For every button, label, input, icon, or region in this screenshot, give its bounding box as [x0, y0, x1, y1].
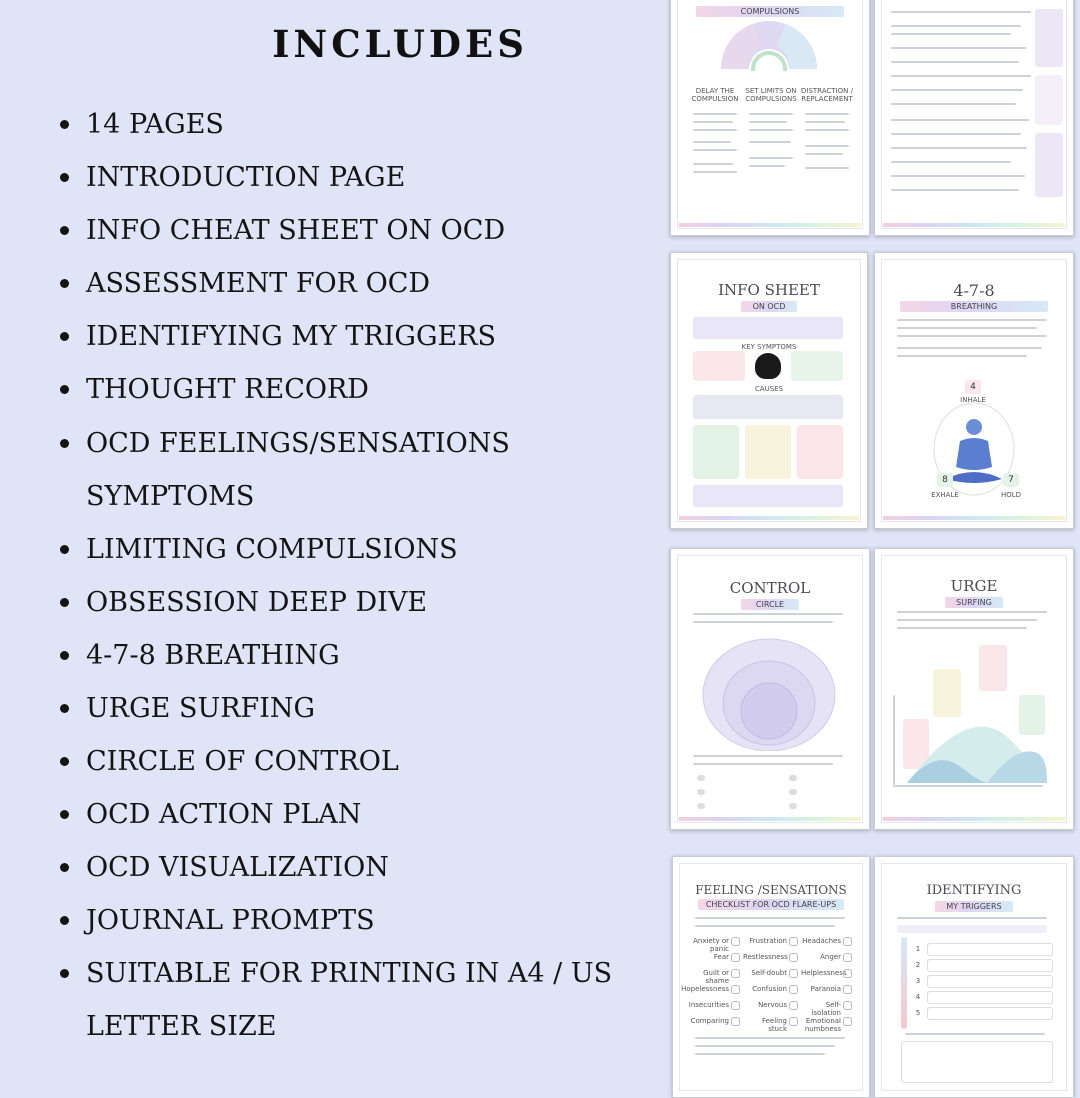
feature-item: CIRCLE OF CONTROL	[56, 735, 646, 788]
checklist-item: Insecurities	[688, 1001, 729, 1009]
feature-item: JOURNAL PROMPTS	[56, 894, 646, 947]
feature-item: OCD VISUALIZATION	[56, 841, 646, 894]
checklist-item: Guilt or shame	[703, 969, 729, 985]
checklist-item: Restlessness	[743, 953, 788, 961]
checklist-item: Helplessness	[801, 969, 847, 977]
checklist-item: Emotional numbness	[804, 1017, 841, 1033]
breathing-title: 4-7-8	[953, 281, 995, 300]
checklist-item: Feeling stuck	[761, 1017, 787, 1033]
urge-band: SURFING	[945, 597, 1003, 608]
checkbox	[789, 937, 798, 946]
head-icon	[755, 353, 781, 379]
feature-item: THOUGHT RECORD	[56, 363, 646, 416]
control-title: CONTROL	[729, 579, 811, 597]
urge-title: URGE	[950, 577, 998, 595]
breathing-band: BREATHING	[900, 301, 1048, 312]
count-four: 4	[965, 380, 981, 394]
trigger-number: 3	[915, 977, 921, 985]
exhale-label: EXHALE	[931, 491, 959, 499]
feature-item: OCD FEELINGS/SENSATIONS SYMPTOMS	[56, 417, 646, 523]
trigger-number: 2	[915, 961, 921, 969]
checkbox	[789, 953, 798, 962]
info-sheet-page-thumbnail	[670, 252, 868, 529]
compulsions-page-thumbnail	[670, 0, 870, 236]
feature-item: INTRODUCTION PAGE	[56, 151, 646, 204]
feature-list	[56, 98, 646, 1053]
checkbox	[789, 1001, 798, 1010]
checkbox	[731, 985, 740, 994]
triggers-title: IDENTIFYING	[926, 883, 1022, 898]
checkbox	[843, 985, 852, 994]
wave-graphic	[897, 697, 1053, 785]
assessment-page-thumbnail	[874, 0, 1074, 236]
feelings-page-thumbnail	[672, 856, 870, 1098]
feature-item: LIMITING COMPULSIONS	[56, 523, 646, 576]
feature-item: INFO CHEAT SHEET ON OCD	[56, 204, 646, 257]
checklist-item: Nervous	[758, 1001, 787, 1009]
checklist-item: Headaches	[802, 937, 841, 945]
control-circles	[701, 635, 837, 751]
checkbox	[843, 953, 852, 962]
control-page-thumbnail	[670, 548, 870, 830]
trigger-number: 4	[915, 993, 921, 1001]
feature-item: 4-7-8 BREATHING	[56, 629, 646, 682]
checklist-item: Anxiety or panic	[693, 937, 729, 953]
triggers-band: MY TRIGGERS	[935, 901, 1013, 912]
control-band: CIRCLE	[741, 599, 799, 610]
checklist-item: Paranoia	[810, 985, 841, 993]
checklist-item: Anger	[820, 953, 841, 961]
trigger-number: 1	[915, 945, 921, 953]
brain-label: KEY SYMPTOMS	[741, 343, 797, 351]
checklist-item: Fear	[713, 953, 729, 961]
urge-page-thumbnail	[874, 548, 1074, 830]
checklist-item: Comparing	[690, 1017, 729, 1025]
checklist-item: Self-isolation	[811, 1001, 841, 1017]
checkbox	[789, 1017, 798, 1026]
feature-item: OCD ACTION PLAN	[56, 788, 646, 841]
feature-item: OBSESSION DEEP DIVE	[56, 576, 646, 629]
trigger-number: 5	[915, 1009, 921, 1017]
semicircle-graphic	[719, 21, 819, 71]
feelings-band: CHECKLIST FOR OCD FLARE-UPS	[698, 899, 844, 910]
feature-item: SUITABLE FOR PRINTING IN A4 / US LETTER SIZE	[56, 947, 646, 1053]
feature-item: URGE SURFING	[56, 682, 646, 735]
count-eight: 8	[937, 473, 953, 487]
info-sheet-title: INFO SHEET	[718, 281, 820, 299]
feature-item: 14 PAGES	[56, 98, 646, 151]
col-title: DISTRACTION / REPLACEMENT	[801, 87, 853, 103]
checkbox	[731, 969, 740, 978]
checkbox	[843, 937, 852, 946]
compulsions-band: COMPULSIONS	[696, 6, 844, 17]
checkbox	[731, 937, 740, 946]
triggers-page-thumbnail	[874, 856, 1074, 1098]
checkbox	[789, 969, 798, 978]
hold-label: HOLD	[1000, 491, 1022, 499]
checklist-item: Self-doubt	[751, 969, 787, 977]
checklist-item: Frustration	[749, 937, 787, 945]
feature-item: ASSESSMENT FOR OCD	[56, 257, 646, 310]
checklist-item: Confusion	[752, 985, 787, 993]
checkbox	[731, 1001, 740, 1010]
feelings-title: FEELING /SENSATIONS	[695, 883, 847, 897]
checkbox	[843, 1001, 852, 1010]
checkbox	[843, 1017, 852, 1026]
inhale-label: INHALE	[960, 396, 986, 404]
breathing-page-thumbnail	[874, 252, 1074, 529]
checkbox	[731, 953, 740, 962]
col-title: SET LIMITS ON COMPULSIONS	[745, 87, 797, 103]
heading: INCLUDES	[272, 22, 528, 66]
info-sheet-band: ON OCD	[741, 301, 797, 312]
col-title: DELAY THE COMPULSION	[691, 87, 739, 103]
checkbox	[843, 969, 852, 978]
count-seven: 7	[1003, 473, 1019, 487]
checkbox	[789, 985, 798, 994]
feature-item: IDENTIFYING MY TRIGGERS	[56, 310, 646, 363]
checklist-item: Hopelessness	[681, 985, 729, 993]
checkbox	[731, 1017, 740, 1026]
causes-label: CAUSES	[754, 385, 784, 393]
